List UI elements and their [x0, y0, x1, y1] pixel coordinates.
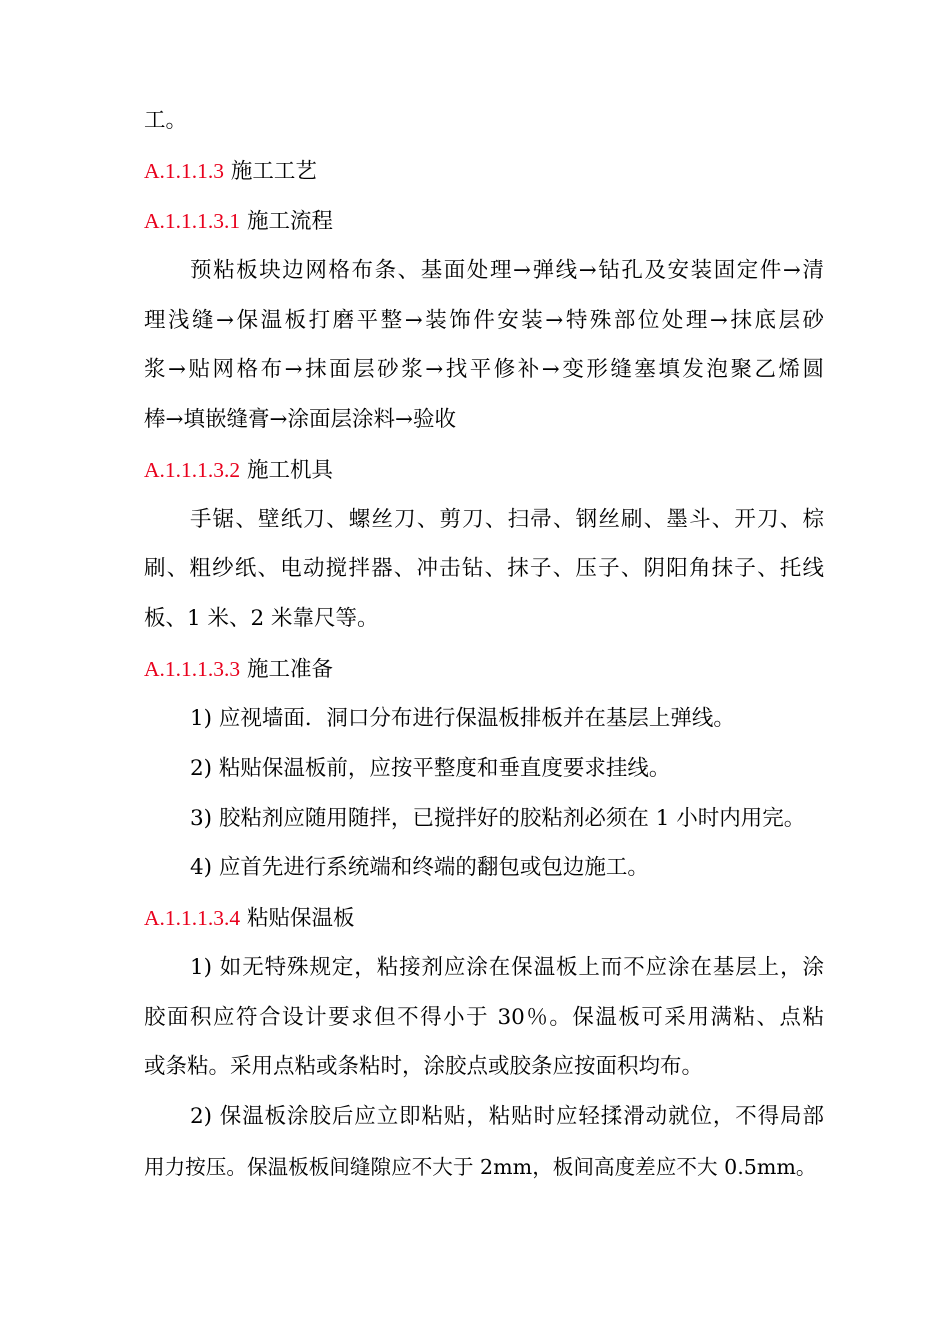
- body-text-line: 胶面积应符合设计要求但不得小于 30％。保温板可采用满粘、点粘: [144, 1005, 824, 1030]
- section-heading: [144, 156, 824, 187]
- body-text-line: 棒→填嵌缝膏→涂面层涂料→验收: [144, 407, 457, 432]
- section-number: A.1.1.1.3: [144, 159, 225, 183]
- body-text-line: 刷、粗纱纸、电动搅拌器、冲击钻、抹子、压子、阴阳角抹子、托线: [144, 556, 824, 581]
- body-text-line: 理浅缝→保温板打磨平整→装饰件安装→特殊部位处理→抹底层砂: [144, 308, 824, 333]
- body-text-line: 浆→贴网格布→抹面层砂浆→找平修补→变形缝塞填发泡聚乙烯圆: [144, 357, 824, 382]
- section-number: A.1.1.1.3.3: [144, 657, 241, 681]
- body-text-line: 或条粘。采用点粘或条粘时，涂胶点或胶条应按面积均布。: [144, 1054, 704, 1079]
- section-heading: [144, 455, 824, 486]
- body-text-line: 手锯、壁纸刀、螺丝刀、剪刀、扫帚、钢丝刷、墨斗、开刀、棕: [190, 507, 824, 532]
- body-text-line: 用力按压。保温板板间缝隙应不大于 2mm，板间高度差应不大 0.5mm。: [144, 1155, 817, 1179]
- list-item: 1) 应视墙面．洞口分布进行保温板排板并在基层上弹线。: [190, 706, 735, 731]
- section-number: A.1.1.1.3.1: [144, 209, 241, 233]
- section-title: 施工准备: [247, 657, 334, 682]
- list-item: 4) 应首先进行系统端和终端的翻包或包边施工。: [190, 855, 649, 880]
- body-text-line: 1) 如无特殊规定，粘接剂应涂在保温板上而不应涂在基层上，涂: [190, 955, 824, 980]
- section-title: 施工工艺: [230, 159, 317, 184]
- body-text-line: 预粘板块边网格布条、基面处理→弹线→钻孔及安装固定件→清: [190, 258, 824, 283]
- list-item: 3) 胶粘剂应随用随拌，已搅拌好的胶粘剂必须在 1 小时内用完。: [190, 806, 806, 831]
- body-text-line: 2) 保温板涂胶后应立即粘贴，粘贴时应轻揉滑动就位，不得局部: [190, 1104, 824, 1129]
- section-heading: [144, 654, 824, 685]
- body-text-line: 板、1 米、2 米靠尺等。: [144, 606, 379, 631]
- section-heading: [144, 903, 824, 934]
- section-title: 粘贴保温板: [247, 906, 355, 931]
- section-number: A.1.1.1.3.4: [144, 906, 241, 930]
- section-title: 施工流程: [247, 209, 334, 234]
- section-heading: [144, 206, 824, 237]
- list-item: 2) 粘贴保温板前，应按平整度和垂直度要求挂线。: [190, 756, 671, 781]
- body-text-line: 工。: [144, 108, 188, 133]
- section-number: A.1.1.1.3.2: [144, 458, 241, 482]
- section-title: 施工机具: [247, 458, 334, 483]
